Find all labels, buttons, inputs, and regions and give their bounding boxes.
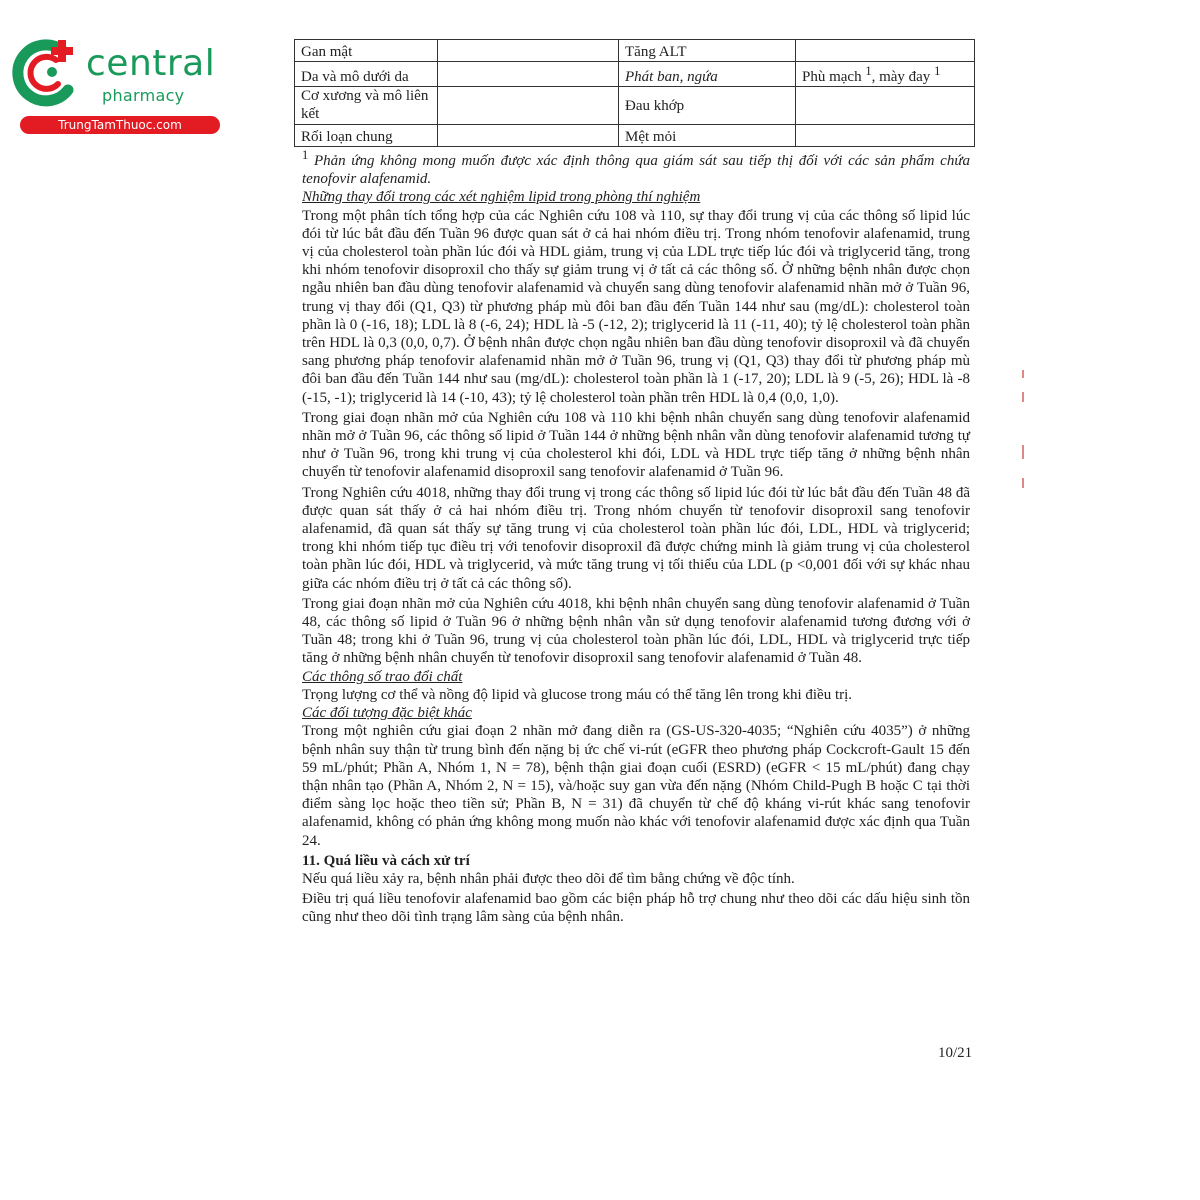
central-pharmacy-logo: [10, 36, 215, 136]
footnote-marker: 1: [302, 148, 309, 162]
table-cell: [438, 125, 619, 147]
table-cell: [796, 62, 975, 87]
table-cell: [438, 62, 619, 87]
table-row: [295, 87, 975, 125]
table-cell: [796, 125, 975, 147]
table-cell: [796, 40, 975, 62]
table-cell: Da và mô dưới da: [295, 62, 438, 87]
brand-name: central: [86, 43, 216, 84]
table-cell: Phát ban, ngứa: [619, 62, 796, 87]
paragraph: Trọng lượng cơ thể và nồng độ lipid và glucose trong máu có thể tăng lên trong khi điều trị.: [302, 686, 853, 703]
adverse-reactions-table: [294, 39, 975, 147]
margin-mark: [1022, 445, 1024, 459]
table-footnote: [302, 146, 970, 188]
paragraph: Trong một phân tích tổng hợp của các Nghiên cứu 108 và 110, sự thay đổi trung vị của các thông số lipid lúc đói từ lúc bắt đầu đến Tuần 96 được quan sát ở cả hai nhóm điều trị. Trong nhóm tenofovir alafenamid, trung vị của cholesterol toàn phần lúc đói và HDL giảm, trung vị của LDL trực tiếp lúc đói và triglycerid tăng, trong khi nhóm tenofovir disoproxil cho thấy sự giảm trung vị ở tất cả các thông số. Ở những bệnh nhân được chọn ngẫu nhiên ban đầu dùng tenofovir alafenamid và chuyển sang dùng tenofovir alafenamid nhãn mở ở Tuần 96, trung vị thay đổi (Q1, Q3) từ phương pháp mù đôi ban đầu đến Tuần 144 như sau (mg/dL): cholesterol toàn phần là 0 (-16, 18); LDL là 8 (-6, 24); HDL là -5 (-12, 2); triglycerid là 11 (-11, 40); tỷ lệ cholesterol toàn phần trên HDL là 0,3 (0,0, 0,7). Ở bệnh nhân được chọn ngẫu nhiên ban đầu dùng tenofovir disoproxil và đã chuyển sang phương pháp tenofovir alafenamid nhãn mở ở Tuần 96, trung vị (Q1, Q3) thay đổi từ phương pháp mù đôi ban đầu đến Tuần 144 như sau (mg/dL): cholesterol toàn phần là 1 (-17, 20); LDL là 9 (-5, 26); HDL là -8 (-15, -1); triglycerid là 14 (-10, 43); tỷ lệ cholesterol toàn phần trên HDL là 0,4 (0,0, 1,0).: [302, 207, 970, 406]
footnote-text: Phản ứng không mong muốn được xác định thông qua giám sát sau tiếp thị đối với các sản phẩm chứa tenofovir alafenamid.: [302, 153, 970, 188]
table-row: [295, 62, 975, 87]
footnote-ref: 1: [865, 64, 872, 78]
special-populations-heading: Các đối tượng đặc biệt khác: [302, 705, 472, 722]
cell-text: , mày đay: [871, 69, 935, 85]
brand-website: TrungTamThuoc.com: [20, 116, 220, 134]
paragraph: Trong giai đoạn nhãn mở của Nghiên cứu 108 và 110 khi bệnh nhân chuyển sang dùng tenofovir alafenamid nhãn mở ở Tuần 96, các thông số lipid ở Tuần 144 ở những bệnh nhân vẫn dùng tenofovir alafenamid tương tự như ở Tuần 96, trong khi trung vị của cholesterol khi đói, LDL và HDL trực tiếp tăng ở những bệnh nhân chuyển từ tenofovir alafenamid disoproxil sang tenofovir alafenamid ở Tuần 96.: [302, 409, 970, 481]
table-cell: Mệt mỏi: [619, 125, 796, 147]
paragraph: Trong giai đoạn nhãn mở của Nghiên cứu 4018, khi bệnh nhân chuyển sang dùng tenofovir alafenamid ở Tuần 48, các thông số lipid ở Tuần 96 ở những bệnh nhân vẫn sử dụng tenofovir alafenamid tương đương với ở Tuần 48; trong khi ở Tuần 96, trung vị của cholesterol toàn phần lúc đói, LDL, HDL và triglycerid trực tiếp tăng ở những bệnh nhân chuyển từ tenofovir disoproxil sang tenofovir alafenamid ở Tuần 48.: [302, 595, 970, 667]
brand-subtitle: pharmacy: [102, 86, 185, 105]
paragraph: Trong Nghiên cứu 4018, những thay đổi trung vị trong các thông số lipid lúc đói từ lúc bắt đầu đến Tuần 48 đã được quan sát thấy ở cả hai nhóm điều trị. Trong nhóm chuyển từ tenofovir disoproxil sang tenofovir alafenamid, đã quan sát thấy sự tăng trung vị của cholesterol toàn phần lúc đói, LDL, HDL và triglycerid; trong khi nhóm tiếp tục điều trị với tenofovir disoproxil đã được chứng minh là giảm trung vị của cholesterol toàn phần lúc đói, HDL và triglycerid, và mức tăng trung vị tối thiểu của LDL (p <0,001 đối với sự khác nhau giữa các nhóm điều trị ở tất cả các thông số).: [302, 484, 970, 592]
margin-mark: [1022, 392, 1024, 402]
logo-c-icon: [10, 36, 90, 116]
table-row: [295, 125, 975, 147]
margin-mark: [1022, 370, 1024, 378]
table-cell: Rối loạn chung: [295, 125, 438, 147]
document-body: [302, 146, 970, 927]
lipid-section-heading: Những thay đổi trong các xét nghiệm lipid trong phòng thí nghiệm: [302, 189, 701, 206]
table-cell: Gan mật: [295, 40, 438, 62]
metabolic-section-heading: Các thông số trao đổi chất: [302, 668, 463, 685]
paragraph: Nếu quá liều xảy ra, bệnh nhân phải được theo dõi để tìm bằng chứng về độc tính.: [302, 870, 795, 887]
table-cell: Đau khớp: [619, 87, 796, 125]
footnote-ref: 1: [934, 64, 941, 78]
overdose-section-heading: 11. Quá liều và cách xử trí: [302, 852, 470, 869]
table-cell: [438, 40, 619, 62]
margin-mark: [1022, 478, 1024, 488]
paragraph: Điều trị quá liều tenofovir alafenamid bao gồm các biện pháp hỗ trợ chung như theo dõi các dấu hiệu sinh tồn cũng như theo dõi tình trạng lâm sàng của bệnh nhân.: [302, 891, 970, 926]
table-cell: Tăng ALT: [619, 40, 796, 62]
table-cell: Cơ xương và mô liên kết: [295, 87, 438, 125]
cell-text: Phù mạch: [802, 69, 866, 85]
paragraph: Trong một nghiên cứu giai đoạn 2 nhãn mở đang diễn ra (GS-US-320-4035; “Nghiên cứu 4035”) ở những bệnh nhân suy thận từ trung bình đến nặng bị ức chế vi-rút (eGFR theo phương pháp Cockcroft-Gault 15 đến 59 mL/phút; Phần A, Nhóm 1, N = 78), bệnh thận giai đoạn cuối (ESRD) (eGFR < 15 mL/phút) đang chạy thận nhân tạo (Phần A, Nhóm 2, N = 15), và/hoặc suy gan vừa đến nặng (Nhóm Child-Pugh B hoặc C tại thời điểm sàng lọc hoặc theo tiền sử; Phần B, N = 31) đã chuyển từ chế độ kháng vi-rút khác sang tenofovir alafenamid, không có phản ứng không mong muốn nào khác với tenofovir alafenamid được xác định qua Tuần 24.: [302, 723, 970, 849]
table-cell: [796, 87, 975, 125]
table-cell: [438, 87, 619, 125]
table-row: [295, 40, 975, 62]
page-number: 10/21: [938, 1045, 973, 1061]
